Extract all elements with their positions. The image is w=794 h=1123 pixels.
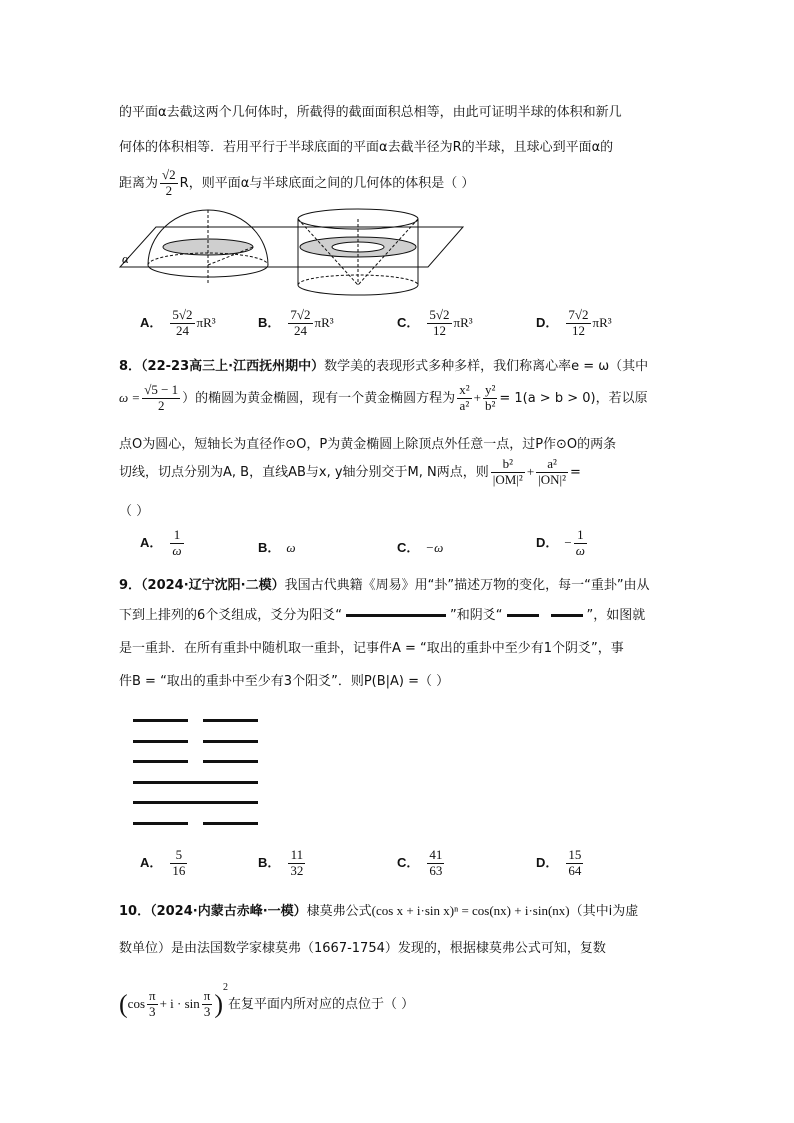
q10-cos: cos xyxy=(127,996,146,1011)
q9-option-a-label: A． xyxy=(140,854,163,870)
q7-distance-fraction xyxy=(160,168,178,199)
yao-4-left xyxy=(133,760,188,763)
q10-line-1-a: 棣莫弗公式 xyxy=(306,904,372,919)
q10-pi-b: π xyxy=(203,988,211,1004)
q7-option-d[interactable] xyxy=(536,308,612,339)
yao-6-right xyxy=(203,719,258,722)
q8-option-a-num: 1 xyxy=(170,528,183,544)
q8-ellipse-x-den: a² xyxy=(459,398,470,413)
q8-option-b-label: B． xyxy=(258,540,281,555)
yin-yao-left xyxy=(507,614,539,617)
q9-number: 9． xyxy=(119,578,142,593)
q8-line-1 xyxy=(119,355,648,374)
q9-line-1 xyxy=(119,574,650,593)
q9-option-b-num: 11 xyxy=(288,848,305,864)
q9-line-2-a: 下到上排列的6个爻组成，爻分为阳爻“ xyxy=(119,608,343,623)
q10-pi-over-3-b xyxy=(202,989,213,1020)
q10-de-moivre-formula: (cos x + i·sin x)ⁿ = cos(nx) + i·sin(nx) xyxy=(371,903,570,918)
q7-solid-figure xyxy=(118,205,468,300)
yao-1-left xyxy=(133,822,188,825)
q10-three-a: 3 xyxy=(149,1004,156,1019)
q7-option-c[interactable] xyxy=(397,308,473,339)
q8-option-a-frac xyxy=(170,528,183,559)
q7-option-c-num: 5√2 xyxy=(429,307,450,322)
q10-i-sin: + i · sin xyxy=(159,996,200,1011)
yao-1-right xyxy=(203,822,258,825)
q8-option-a-label: A． xyxy=(140,534,163,550)
q8-line-3: 点O为圆心，短轴长为直径作⊙O，P为黄金椭圆上除顶点外任意一点，过P作⊙O的两条 xyxy=(119,437,617,452)
q8-option-d[interactable] xyxy=(536,528,589,559)
q9-option-a[interactable] xyxy=(140,848,189,879)
q10-line-3 xyxy=(119,966,414,1027)
q8-option-c-label: C． xyxy=(397,540,420,555)
q10-number: 10． xyxy=(119,904,151,919)
q7-option-a-suffix: πR³ xyxy=(196,314,216,330)
q8-expr-1-num: b² xyxy=(491,457,525,473)
q8-ellipse-y-den: b² xyxy=(484,398,496,413)
q8-option-b[interactable] xyxy=(258,537,296,556)
q10-line-1-b: （其中i为虚 xyxy=(569,904,639,919)
plane-label: α xyxy=(122,251,129,266)
q10-three-b: 3 xyxy=(203,1004,211,1019)
q9-line-2-b: ”和阴爻“ xyxy=(450,608,503,623)
q7-option-d-den: 12 xyxy=(571,322,585,338)
q7-option-b-num: 7√2 xyxy=(290,307,311,322)
q9-line-2-c: ”，如图就 xyxy=(586,608,646,623)
q7-option-a-label: A． xyxy=(140,314,163,330)
q7-option-b[interactable] xyxy=(258,308,334,339)
q9-option-d[interactable] xyxy=(536,848,585,879)
q9-option-d-frac xyxy=(566,848,583,879)
cylinder-bottom-front xyxy=(298,285,418,295)
q9-option-b-frac xyxy=(288,848,305,879)
q7-line-2: 何体的体积相等．若用平行于半球底面的平面α去截半径为R的半球，且球心到平面α的 xyxy=(119,140,614,155)
q7-distance-den: 2 xyxy=(165,183,173,198)
q9-line-3: 是一重卦．在所有重卦中随机取一重卦，记事件A = “取出的重卦中至少有1个阴爻”，事 xyxy=(119,641,624,656)
q8-number: 8． xyxy=(119,359,142,374)
q8-option-d-label: D． xyxy=(536,534,559,550)
yao-4-right xyxy=(203,760,258,763)
q8-omega-num: √5 − 1 xyxy=(144,382,179,398)
q9-option-a-num: 5 xyxy=(170,848,187,864)
q9-option-c-label: C． xyxy=(397,854,420,870)
q8-option-d-prefix: − xyxy=(564,534,572,550)
q9-line-4: 件B = “取出的重卦中至少有3个阳爻”．则P(B|A) =（ ） xyxy=(119,674,450,689)
q7-option-b-label: B． xyxy=(258,314,281,330)
q7-option-b-frac xyxy=(288,308,312,339)
q8-option-b-text: ω xyxy=(286,540,296,555)
yao-5-left xyxy=(133,740,188,743)
yao-3-solid xyxy=(133,781,258,784)
q9-option-d-num: 15 xyxy=(568,847,582,862)
q8-option-c-text: −ω xyxy=(425,540,444,555)
q8-source: （22-23高三上·江西抚州期中） xyxy=(141,359,325,374)
q9-line-1-text: 我国古代典籍《周易》用“卦”描述万物的变化，每一“重卦”由从 xyxy=(284,578,650,593)
q7-option-b-den: 24 xyxy=(293,322,307,338)
q8-line-4-text: 切线，切点分别为A, B，直线AB与x, y轴分别交于M, N两点，则 xyxy=(119,465,489,480)
q10-paren-open: ( xyxy=(119,989,128,1019)
q8-line-4-eq: = xyxy=(570,465,581,480)
q9-option-d-den: 64 xyxy=(568,862,582,878)
q8-expr-1-den: |OM|² xyxy=(492,472,523,487)
q9-option-d-label: D． xyxy=(536,854,559,870)
q8-line-2: ω = $\frac{√5 - 1}{2}$ ）的椭圆为黄金椭圆，现有一个黄金椭圆方程为 $\frac{\text{x²}}{\text{a²}}$ + $\frac{\text{y²}}{\text{b²}}$ = 1(a > b > 0)，若以原 xyxy=(119,382,648,413)
q7-option-c-den: 12 xyxy=(432,322,446,338)
q8-line-1-text: 数学美的表现形式多种多样，我们称离心率e = ω（其中 xyxy=(324,359,649,374)
q7-option-c-suffix: πR³ xyxy=(453,314,473,330)
q7-option-c-label: C． xyxy=(397,314,420,330)
yang-yao-symbol xyxy=(346,614,446,617)
q8-omega-def: ω = xyxy=(119,390,141,405)
q8-ellipse-x xyxy=(457,383,471,414)
q7-option-d-frac xyxy=(566,308,590,339)
q7-distance-num: √2 xyxy=(162,167,176,183)
q7-option-a[interactable] xyxy=(140,308,216,339)
q8-line-4: 切线，切点分别为A, B，直线AB与x, y轴分别交于M, N两点，则 $\frac{\text{b²}}{\text{|OM|²}}$ + $\frac{\text{a²}}{\text{|ON|²}}$ = xyxy=(119,456,581,487)
q10-exponent: 2 xyxy=(223,982,229,993)
q10-paren-close: ) xyxy=(214,989,224,1019)
q7-line-3-suffix: R，则平面α与半球底面之间的几何体的体积是（ ） xyxy=(179,176,475,191)
q9-option-a-frac xyxy=(170,848,187,879)
q8-option-d-den: ω xyxy=(575,542,585,558)
q8-omega-fraction xyxy=(142,383,180,414)
q9-source: （2024·辽宁沈阳·二模） xyxy=(141,578,285,593)
q7-line-3 xyxy=(119,164,474,204)
q7-line-1: 的平面α去截这两个几何体时，所截得的截面面积总相等，由此可证明半球的体积和新几 xyxy=(119,105,622,120)
q7-option-c-frac xyxy=(427,308,451,339)
yao-2-solid xyxy=(133,801,258,804)
q9-option-c[interactable] xyxy=(397,848,446,879)
q8-option-d-frac xyxy=(574,528,587,559)
q7-option-d-num: 7√2 xyxy=(568,307,589,322)
q8-option-a[interactable] xyxy=(140,528,186,559)
q7-option-d-label: D． xyxy=(536,314,559,330)
q8-expr-2-num: a² xyxy=(536,457,568,473)
q9-option-c-den: 63 xyxy=(429,862,443,878)
q7-option-a-num: 5√2 xyxy=(172,307,193,322)
q9-option-b-den: 32 xyxy=(290,862,304,878)
q8-line-2-text: ）的椭圆为黄金椭圆，现有一个黄金椭圆方程为 xyxy=(182,391,456,406)
q7-option-a-frac xyxy=(170,308,194,339)
q10-line-3-text: 在复平面内所对应的点位于（ ） xyxy=(228,997,415,1012)
q8-option-a-den: ω xyxy=(172,542,182,558)
q7-option-d-suffix: πR³ xyxy=(592,314,612,330)
q7-option-b-suffix: πR³ xyxy=(314,314,334,330)
q8-expr-2 xyxy=(536,457,568,488)
q7-option-a-den: 24 xyxy=(175,322,189,338)
q9-option-a-den: 16 xyxy=(172,862,186,878)
q9-line-2 xyxy=(119,604,645,623)
q9-option-b[interactable] xyxy=(258,848,307,879)
yao-6-left xyxy=(133,719,188,722)
yin-yao-right xyxy=(551,614,583,617)
q9-option-c-frac xyxy=(427,848,444,879)
q9-option-b-label: B． xyxy=(258,854,281,870)
q8-ellipse-y xyxy=(483,383,497,414)
q8-ellipse-y-num: y² xyxy=(484,382,496,398)
q8-expr-1 xyxy=(491,457,525,488)
q10-pi-a: π xyxy=(149,988,156,1004)
q8-expr-2-den: |ON|² xyxy=(538,472,567,487)
q8-ellipse-x-num: x² xyxy=(459,382,470,398)
q8-omega-den: 2 xyxy=(157,398,165,413)
q10-line-1 xyxy=(119,900,638,919)
q10-line-2: 数单位）是由法国数学家棣莫弗（1667-1754）发现的，根据棣莫弗公式可知，复数 xyxy=(119,941,606,956)
q8-option-d-num: 1 xyxy=(574,528,587,544)
q8-line-2-suffix: = 1(a > b > 0)，若以原 xyxy=(499,391,648,406)
yao-5-right xyxy=(203,740,258,743)
q9-option-c-num: 41 xyxy=(429,847,443,862)
q8-option-c[interactable] xyxy=(397,537,443,556)
q8-line-5: （ ） xyxy=(119,504,150,519)
q7-line-3-prefix: 距离为 xyxy=(119,176,159,191)
q10-pi-over-3-a xyxy=(147,989,158,1020)
q10-source: （2024·内蒙古赤峰·一模） xyxy=(150,904,307,919)
